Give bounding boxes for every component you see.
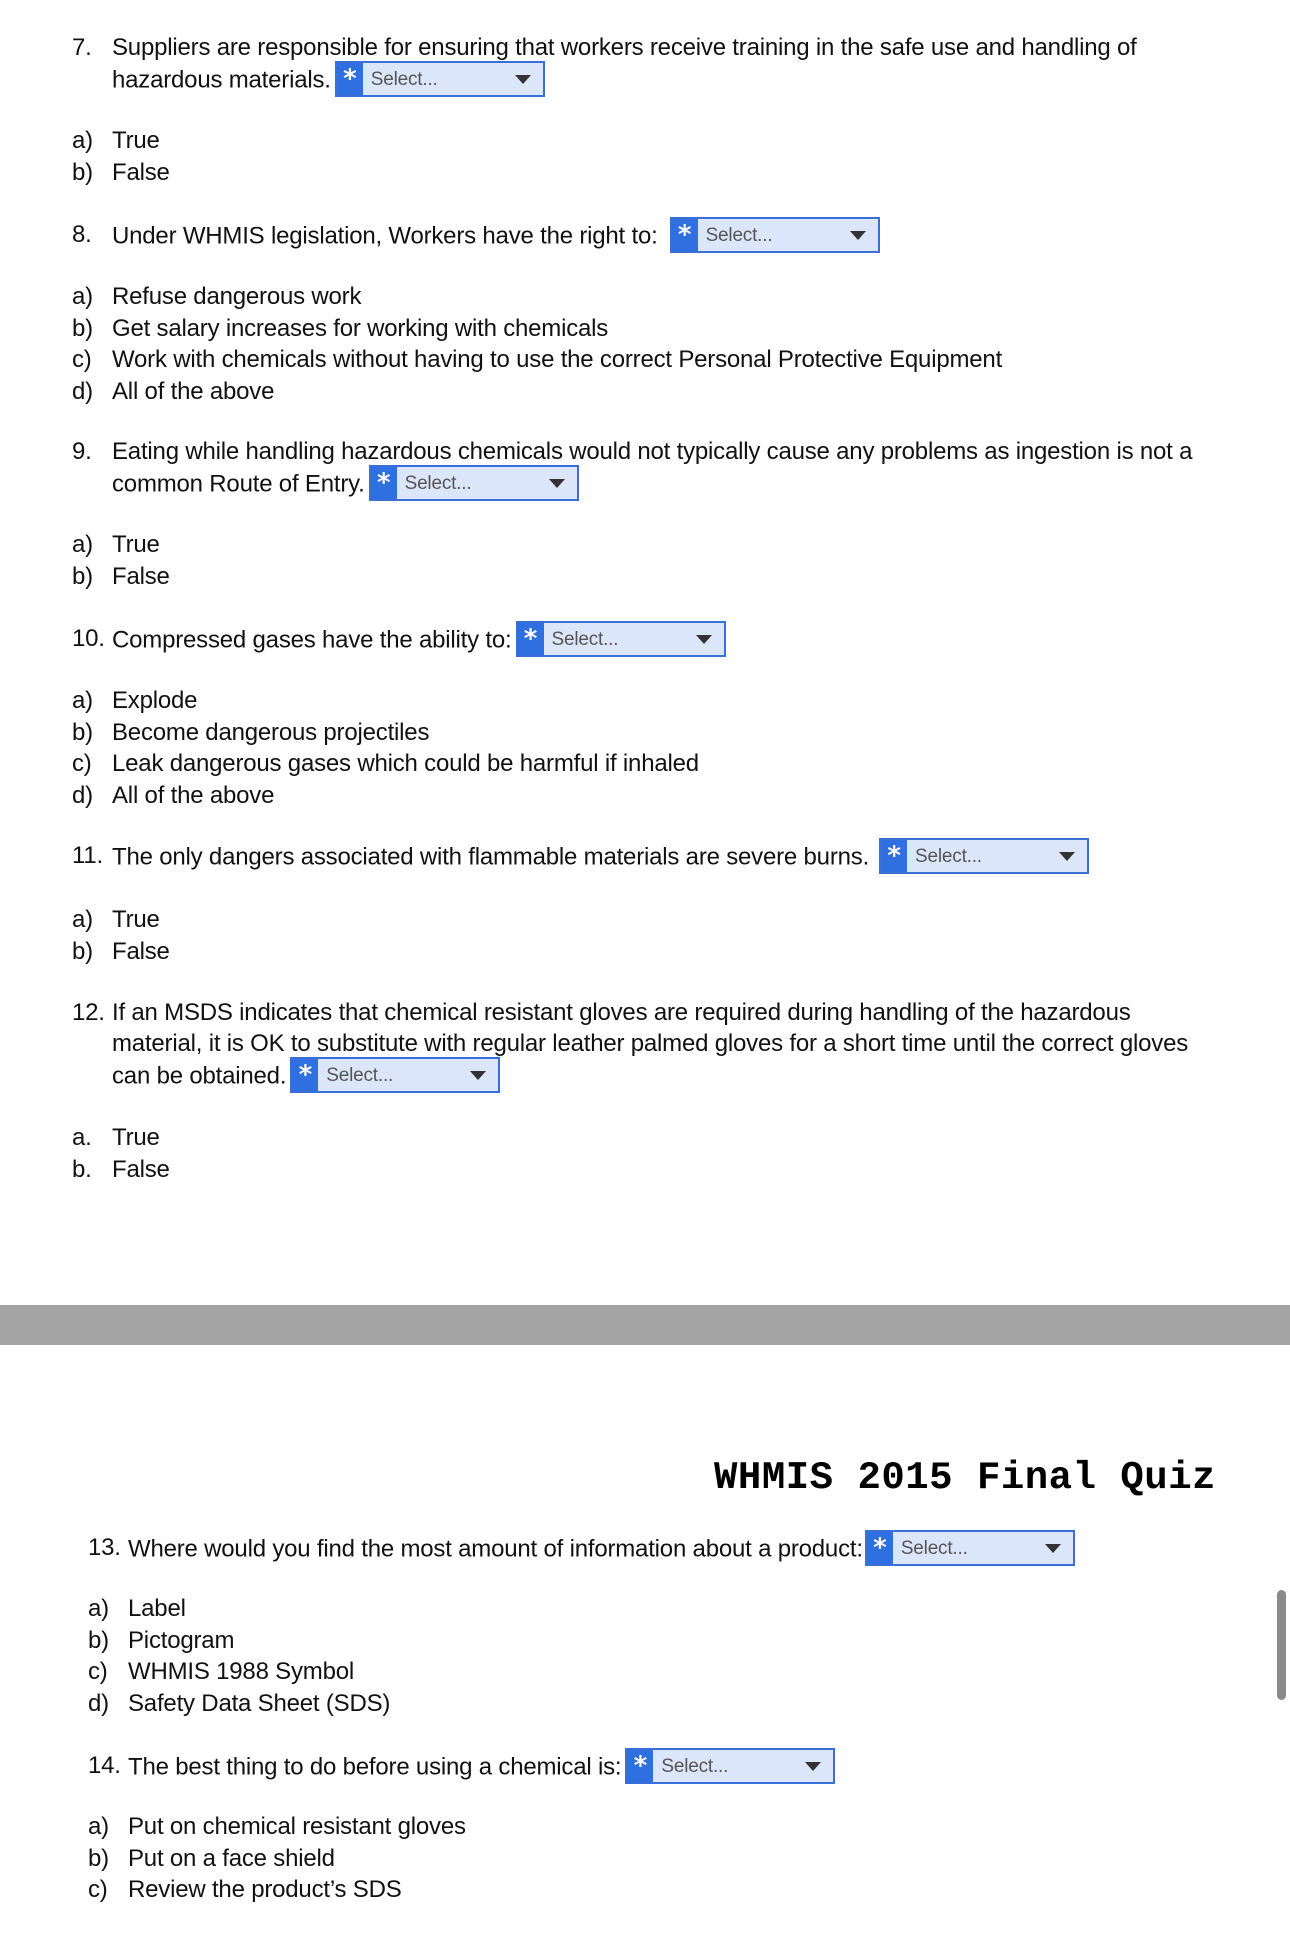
question-text: Suppliers are responsible for ensuring that workers receive training in the safe use and handling of hazardous materials. (112, 34, 1137, 94)
options-q11 (72, 904, 170, 967)
required-star-icon: * (371, 467, 397, 499)
quiz-title: WHMIS 2015 Final Quiz (714, 1456, 1216, 1500)
question-number: 7. (72, 34, 92, 61)
question-text: If an MSDS indicates that chemical resistant gloves are required during handling of the hazardous material, it is OK to substitute with regular leather palmed gloves for a short time until the correct gloves can be obtained. (112, 999, 1189, 1090)
dropdown-arrow-icon (850, 231, 866, 240)
question-text: The only dangers associated with flammable materials are severe burns. (112, 843, 870, 871)
quiz-page-2 (0, 1345, 1290, 1933)
option-item: a) Put on chemical resistant gloves (88, 1813, 466, 1840)
option-item: b. False (72, 1155, 170, 1183)
option-item: b) False (72, 562, 170, 590)
option-item: c) Leak dangerous gases which could be harmful if inhaled (72, 750, 699, 777)
option-item: c) WHMIS 1988 Symbol (88, 1658, 355, 1685)
option-item: c) Work with chemicals without having to use the correct Personal Protective Equipment (72, 346, 1003, 373)
dropdown-arrow-icon (470, 1071, 486, 1080)
answer-dropdown-q11[interactable] (879, 838, 1089, 874)
option-item: b) Become dangerous projectiles (72, 718, 430, 746)
options-q13 (88, 1593, 390, 1719)
required-star-icon: * (292, 1059, 318, 1091)
page-separator (0, 1305, 1290, 1345)
options-q10 (72, 685, 699, 811)
required-star-icon: * (867, 1532, 893, 1564)
question-text: Eating while handling hazardous chemicals would not typically cause any problems as ingestion is not a common Route of Entry. (112, 438, 1193, 498)
option-item: b) False (72, 158, 170, 186)
option-item: b) Pictogram (88, 1626, 235, 1654)
option-item: d) Safety Data Sheet (SDS) (88, 1689, 391, 1717)
answer-dropdown-q12[interactable] (290, 1057, 500, 1093)
option-item: a) Label (88, 1595, 186, 1622)
dropdown-placeholder: Select... (915, 846, 982, 867)
dropdown-arrow-icon (805, 1762, 821, 1771)
question-text: Compressed gases have the ability to: (112, 626, 512, 654)
dropdown-placeholder: Select... (404, 473, 472, 494)
answer-dropdown-q7[interactable] (335, 61, 545, 97)
option-item: c) Review the product’s SDS (88, 1876, 402, 1903)
dropdown-placeholder: Select... (661, 1756, 729, 1777)
option-item: a) True (72, 127, 160, 154)
question-text: Under WHMIS legislation, Workers have the right to: (112, 222, 658, 250)
dropdown-placeholder: Select... (326, 1065, 394, 1086)
option-item: a) Explode (72, 687, 198, 714)
question-number: 14. (88, 1752, 121, 1779)
dropdown-arrow-icon (515, 75, 531, 84)
dropdown-arrow-icon (1059, 852, 1075, 861)
answer-dropdown-q14[interactable] (625, 1748, 835, 1784)
answer-dropdown-q13[interactable] (865, 1530, 1075, 1566)
dropdown-arrow-icon (1045, 1544, 1061, 1553)
scrollbar-thumb[interactable] (1277, 1590, 1286, 1700)
dropdown-placeholder: Select... (551, 629, 619, 650)
dropdown-arrow-icon (549, 479, 565, 488)
option-item: a) True (72, 906, 160, 933)
option-item: a. True (72, 1124, 160, 1151)
required-star-icon: * (337, 63, 363, 95)
answer-dropdown-q10[interactable] (516, 621, 726, 657)
answer-dropdown-q8[interactable] (670, 217, 880, 253)
question-number: 11. (72, 842, 103, 869)
required-star-icon: * (881, 840, 907, 872)
dropdown-placeholder: Select... (370, 69, 438, 90)
question-12 (72, 997, 1202, 1095)
required-star-icon: * (672, 219, 698, 251)
options-q8 (72, 281, 1002, 407)
question-number: 10. (72, 625, 105, 652)
dropdown-placeholder: Select... (705, 225, 773, 246)
question-9 (72, 436, 1202, 503)
option-item: b) Get salary increases for working with chemicals (72, 314, 609, 342)
question-13 (88, 1532, 1268, 1568)
question-7 (72, 32, 1202, 99)
dropdown-arrow-icon (696, 635, 712, 644)
option-item: b) False (72, 937, 170, 965)
required-star-icon: * (627, 1750, 653, 1782)
options-q14 (88, 1811, 466, 1906)
question-8 (72, 219, 1202, 255)
question-text: Where would you find the most amount of information about a product: (128, 1535, 863, 1563)
dropdown-placeholder: Select... (900, 1538, 968, 1559)
option-item: d) All of the above (72, 377, 275, 405)
question-number: 13. (88, 1534, 121, 1561)
options-q12 (72, 1122, 170, 1185)
option-item: b) Put on a face shield (88, 1844, 335, 1872)
answer-dropdown-q9[interactable] (369, 465, 579, 501)
options-q7 (72, 125, 170, 188)
question-11 (72, 840, 1202, 876)
question-number: 8. (72, 221, 92, 248)
option-item: d) All of the above (72, 781, 275, 809)
question-text: The best thing to do before using a chemical is: (128, 1753, 622, 1781)
options-q9 (72, 529, 170, 592)
question-number: 12. (72, 999, 105, 1026)
question-10 (72, 623, 1202, 659)
required-star-icon: * (518, 623, 544, 655)
option-item: a) True (72, 531, 160, 558)
question-number: 9. (72, 438, 92, 465)
option-item: a) Refuse dangerous work (72, 283, 362, 310)
question-14 (88, 1750, 1268, 1786)
